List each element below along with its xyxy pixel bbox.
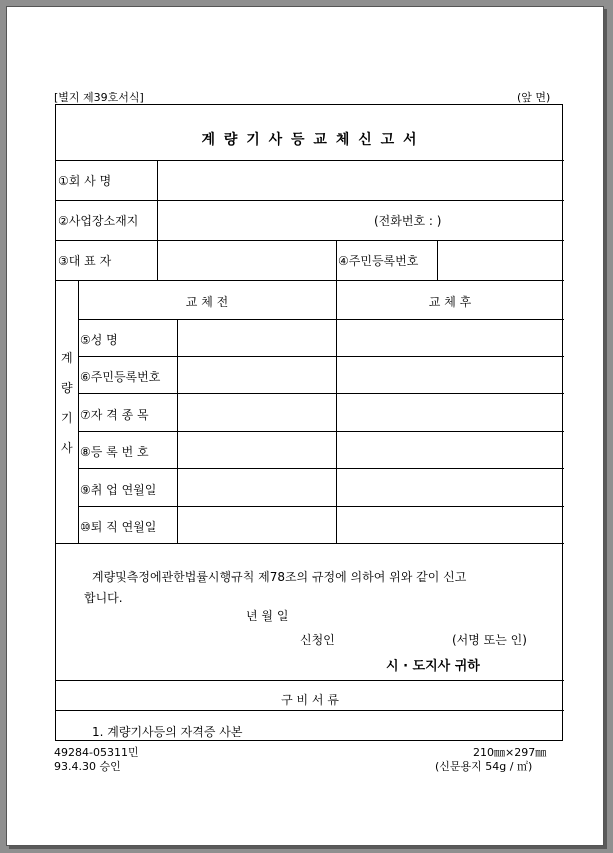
divider [56,710,564,711]
form-title: 계 량 기 사 등 교 체 신 고 서 [201,132,419,148]
divider [78,468,564,469]
after-change-header: 교 체 후 [428,295,472,309]
divider [56,680,564,681]
divider [56,200,564,201]
documents-header: 구 비 서 류 [281,693,339,707]
divider [56,160,564,161]
report-form [55,104,563,741]
applicant-label: 신청인 [300,633,335,647]
recipient-label: 시 · 도지사 귀하 [386,659,480,674]
resident-number-label: ④주민등록번호 [338,254,419,268]
section-label-char: 기 [61,411,73,425]
page-side-label: (앞 면) [517,91,551,104]
date-line: 년 월 일 [246,609,289,623]
approval-date: 93.4.30 승인 [54,760,121,773]
declaration-line: 합니다. [84,591,123,605]
employment-date-row-label: ⑨취 업 연월일 [80,483,157,497]
signature-label: (서명 또는 인) [452,633,527,647]
resident-number-row-label: ⑥주민등록번호 [80,370,161,384]
divider [437,240,438,280]
divider [157,160,158,280]
form-number: [별지 제39호서식] [54,91,144,104]
document-item: 1. 계량기사등의 자격증 사본 [92,725,243,739]
divider [78,431,564,432]
divider [78,356,564,357]
company-name-label: ①회 사 명 [58,174,112,188]
form-code: 49284-05311민 [54,746,139,759]
divider [177,319,178,543]
divider [78,319,564,320]
representative-label: ③대 표 자 [58,254,112,268]
document-page [6,6,604,846]
before-change-header: 교 체 전 [185,295,229,309]
divider [56,280,564,281]
divider [56,543,564,544]
retirement-date-row-label: ⑩퇴 직 연월일 [80,520,157,534]
divider [78,393,564,394]
business-address-label: ②사업장소재지 [58,214,139,228]
divider [78,280,79,543]
section-label-char: 계 [61,351,73,365]
phone-number-label: (전화번호 : ) [374,214,442,228]
divider [336,240,337,280]
name-row-label: ⑤성 명 [80,333,118,347]
section-label-char: 사 [61,441,73,455]
divider [56,240,564,241]
declaration-line: 계량및측정에관한법률시행규칙 제78조의 규정에 의하여 위와 같이 신고 [92,570,467,584]
divider [336,280,337,543]
section-label-char: 량 [61,381,73,395]
paper-type: (신문용지 54g / ㎡) [435,760,533,773]
qualification-row-label: ⑦자 격 종 목 [80,408,149,422]
paper-size: 210㎜×297㎜ [473,746,547,759]
declaration-text [84,567,554,609]
registration-number-row-label: ⑧등 록 번 호 [80,445,149,459]
divider [78,506,564,507]
